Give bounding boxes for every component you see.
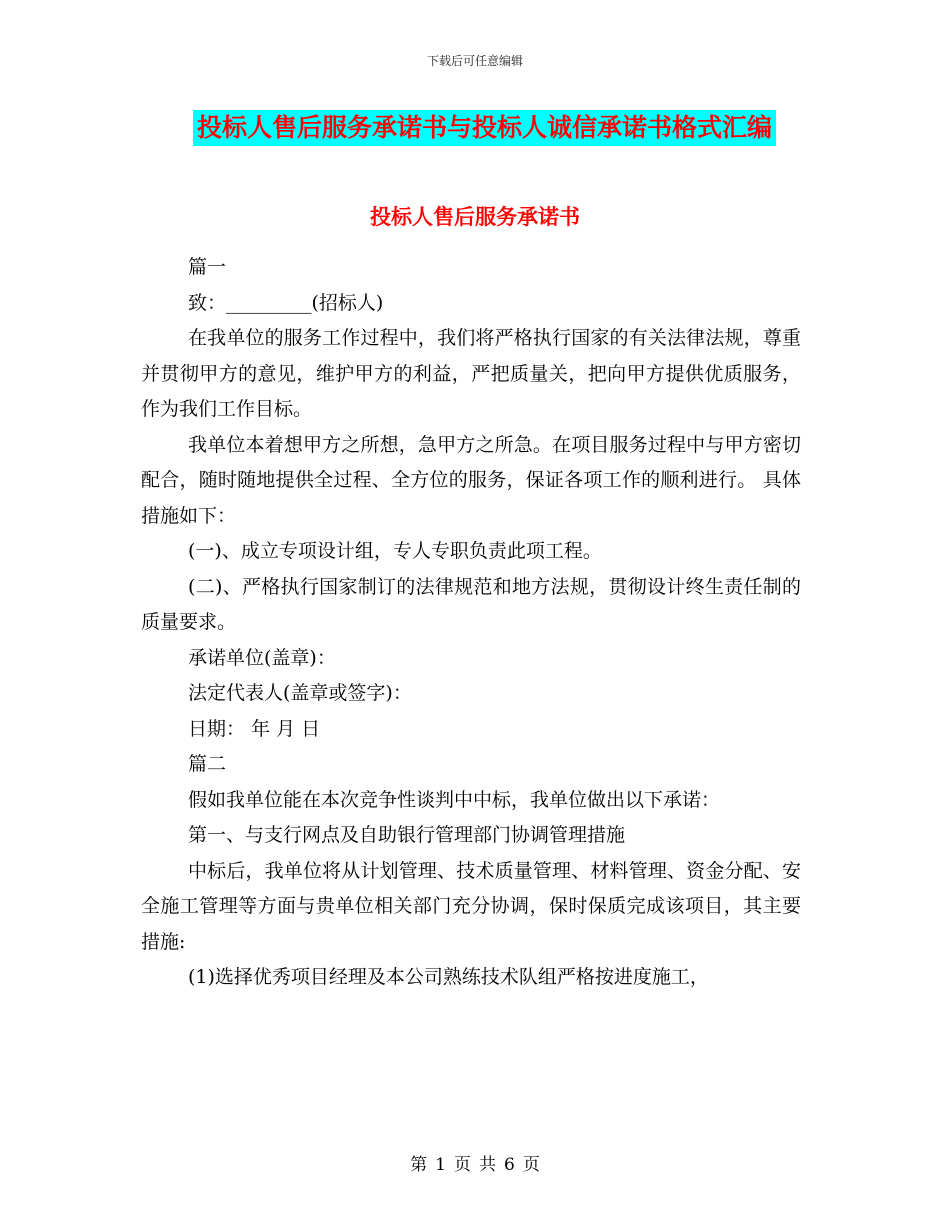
body-paragraph: 在我单位的服务工作过程中，我们将严格执行国家的有关法律法规，尊重并贯彻甲方的意见，维护甲方的利益，严把质量关，把向甲方提供优质服务，作为我们工作目标。 <box>141 327 801 420</box>
date-line: 日期： 年 月 日 <box>188 717 321 740</box>
page-label-prefix: 第 <box>410 1155 428 1175</box>
document-body <box>141 250 801 996</box>
document-main-title: 投标人售后服务承诺书与投标人诚信承诺书格式汇编 <box>193 110 776 146</box>
document-sub-title: 投标人售后服务承诺书 <box>370 204 580 229</box>
body-paragraph: 假如我单位能在本次竞争性谈判中中标，我单位做出以下承诺： <box>188 788 721 811</box>
signature-representative-line: 法定代表人(盖章或签字)： <box>188 682 412 704</box>
addressee-line: 致：_________(招标人) <box>188 291 384 314</box>
signature-unit-line: 承诺单位(盖章)： <box>188 646 336 669</box>
body-paragraph: 我单位本着想甲方之所想，急甲方之所急。在项目服务过程中与甲方密切配合，随时随地提供全过程、全方位的服务，保证各项工作的顺利进行。 具体措施如下： <box>141 433 801 527</box>
total-pages-number: 6 <box>504 1155 515 1175</box>
page-footer <box>0 1154 950 1176</box>
section-subheading: 第一、与支行网点及自助银行管理部门协调管理措施 <box>188 824 626 846</box>
body-paragraph: 中标后，我单位将从计划管理、技术质量管理、材料管理、资金分配、安全施工管理等方面与贵单位相关部门充分协调，保时保质完成该项目，其主要措施: <box>141 859 801 953</box>
current-page-number: 1 <box>435 1155 446 1175</box>
section-heading-two: 篇二 <box>188 753 227 775</box>
total-label: 共 <box>479 1155 496 1175</box>
measure-item: (一)、成立专项设计组，专人专职负责此项工程。 <box>188 540 602 562</box>
measure-item: (二)、严格执行国家制订的法律规范和地方法规，贯彻设计终生责任制的质量要求。 <box>141 575 801 633</box>
section-heading-one: 篇一 <box>188 256 227 278</box>
measure-item: (1)选择优秀项目经理及本公司熟练技术队组严格按进度施工， <box>188 966 709 988</box>
total-label-unit: 页 <box>522 1155 540 1175</box>
page-label-unit: 页 <box>454 1155 471 1175</box>
header-note: 下载后可任意编辑 <box>426 54 523 68</box>
